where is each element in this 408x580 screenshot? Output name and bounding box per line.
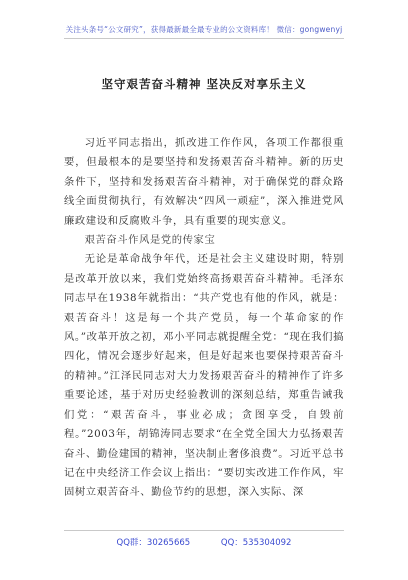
qq-group: QQ群：30265665 [116, 538, 191, 548]
section-heading: 艰苦奋斗作风是党的传家宝 [84, 234, 216, 247]
document-body [64, 134, 344, 503]
qq-contact: QQ：535304092 [220, 538, 292, 548]
header-banner: 关注头条号“公文研究”，获得最新最全最专业的公文资料库！ 微信：gongwenyj [65, 25, 343, 34]
footer-divider [64, 530, 344, 531]
header-divider [64, 38, 344, 39]
paragraph-history: 无论是革命战争年代，还是社会主义建设时期，特别是改革开放以来，我们党始终高扬艰苦奋斗精神。毛泽东同志早在1938年就指出：“共产党也有他的作风，就是：艰苦奋斗！这是每一个共产党员，每一个革命家的作风。”改革开放之初，邓小平同志就提醒全党：“现在我们搞四化，情况会逐步好起来，但是好起来也要保持艰苦奋斗的精神。”江泽民同志对大力发扬艰苦奋斗的精神作了许多重要论述，基于对历史经验教训的深刻总结，郑重告诫我们党：“艰苦奋斗，事业必成；贪图享受，自毁前程。”2003年，胡锦涛同志要求“在全党全国大力弘扬艰苦奋斗、勤俭建国的精神，坚决制止奢侈浪费”。习近平总书记在中央经济工作会议上指出：“要切实改进工作作风，牢固树立艰苦奋斗、勤俭节约的思想，深入实际、深 [64, 253, 344, 499]
paragraph-intro: 习近平同志指出，抓改进工作作风，各项工作都很重要，但最根本的是要坚持和发扬艰苦奋斗精神。新的历史条件下，坚持和发扬艰苦奋斗精神，对于确保党的群众路线全面贯彻执行，有效解决“四风一顽症”，深入推进党风廉政建设和反腐败斗争，具有重要的现实意义。 [64, 137, 344, 227]
footer-contacts [0, 536, 408, 548]
document-title: 坚守艰苦奋斗精神 坚决反对享乐主义 [101, 77, 307, 91]
